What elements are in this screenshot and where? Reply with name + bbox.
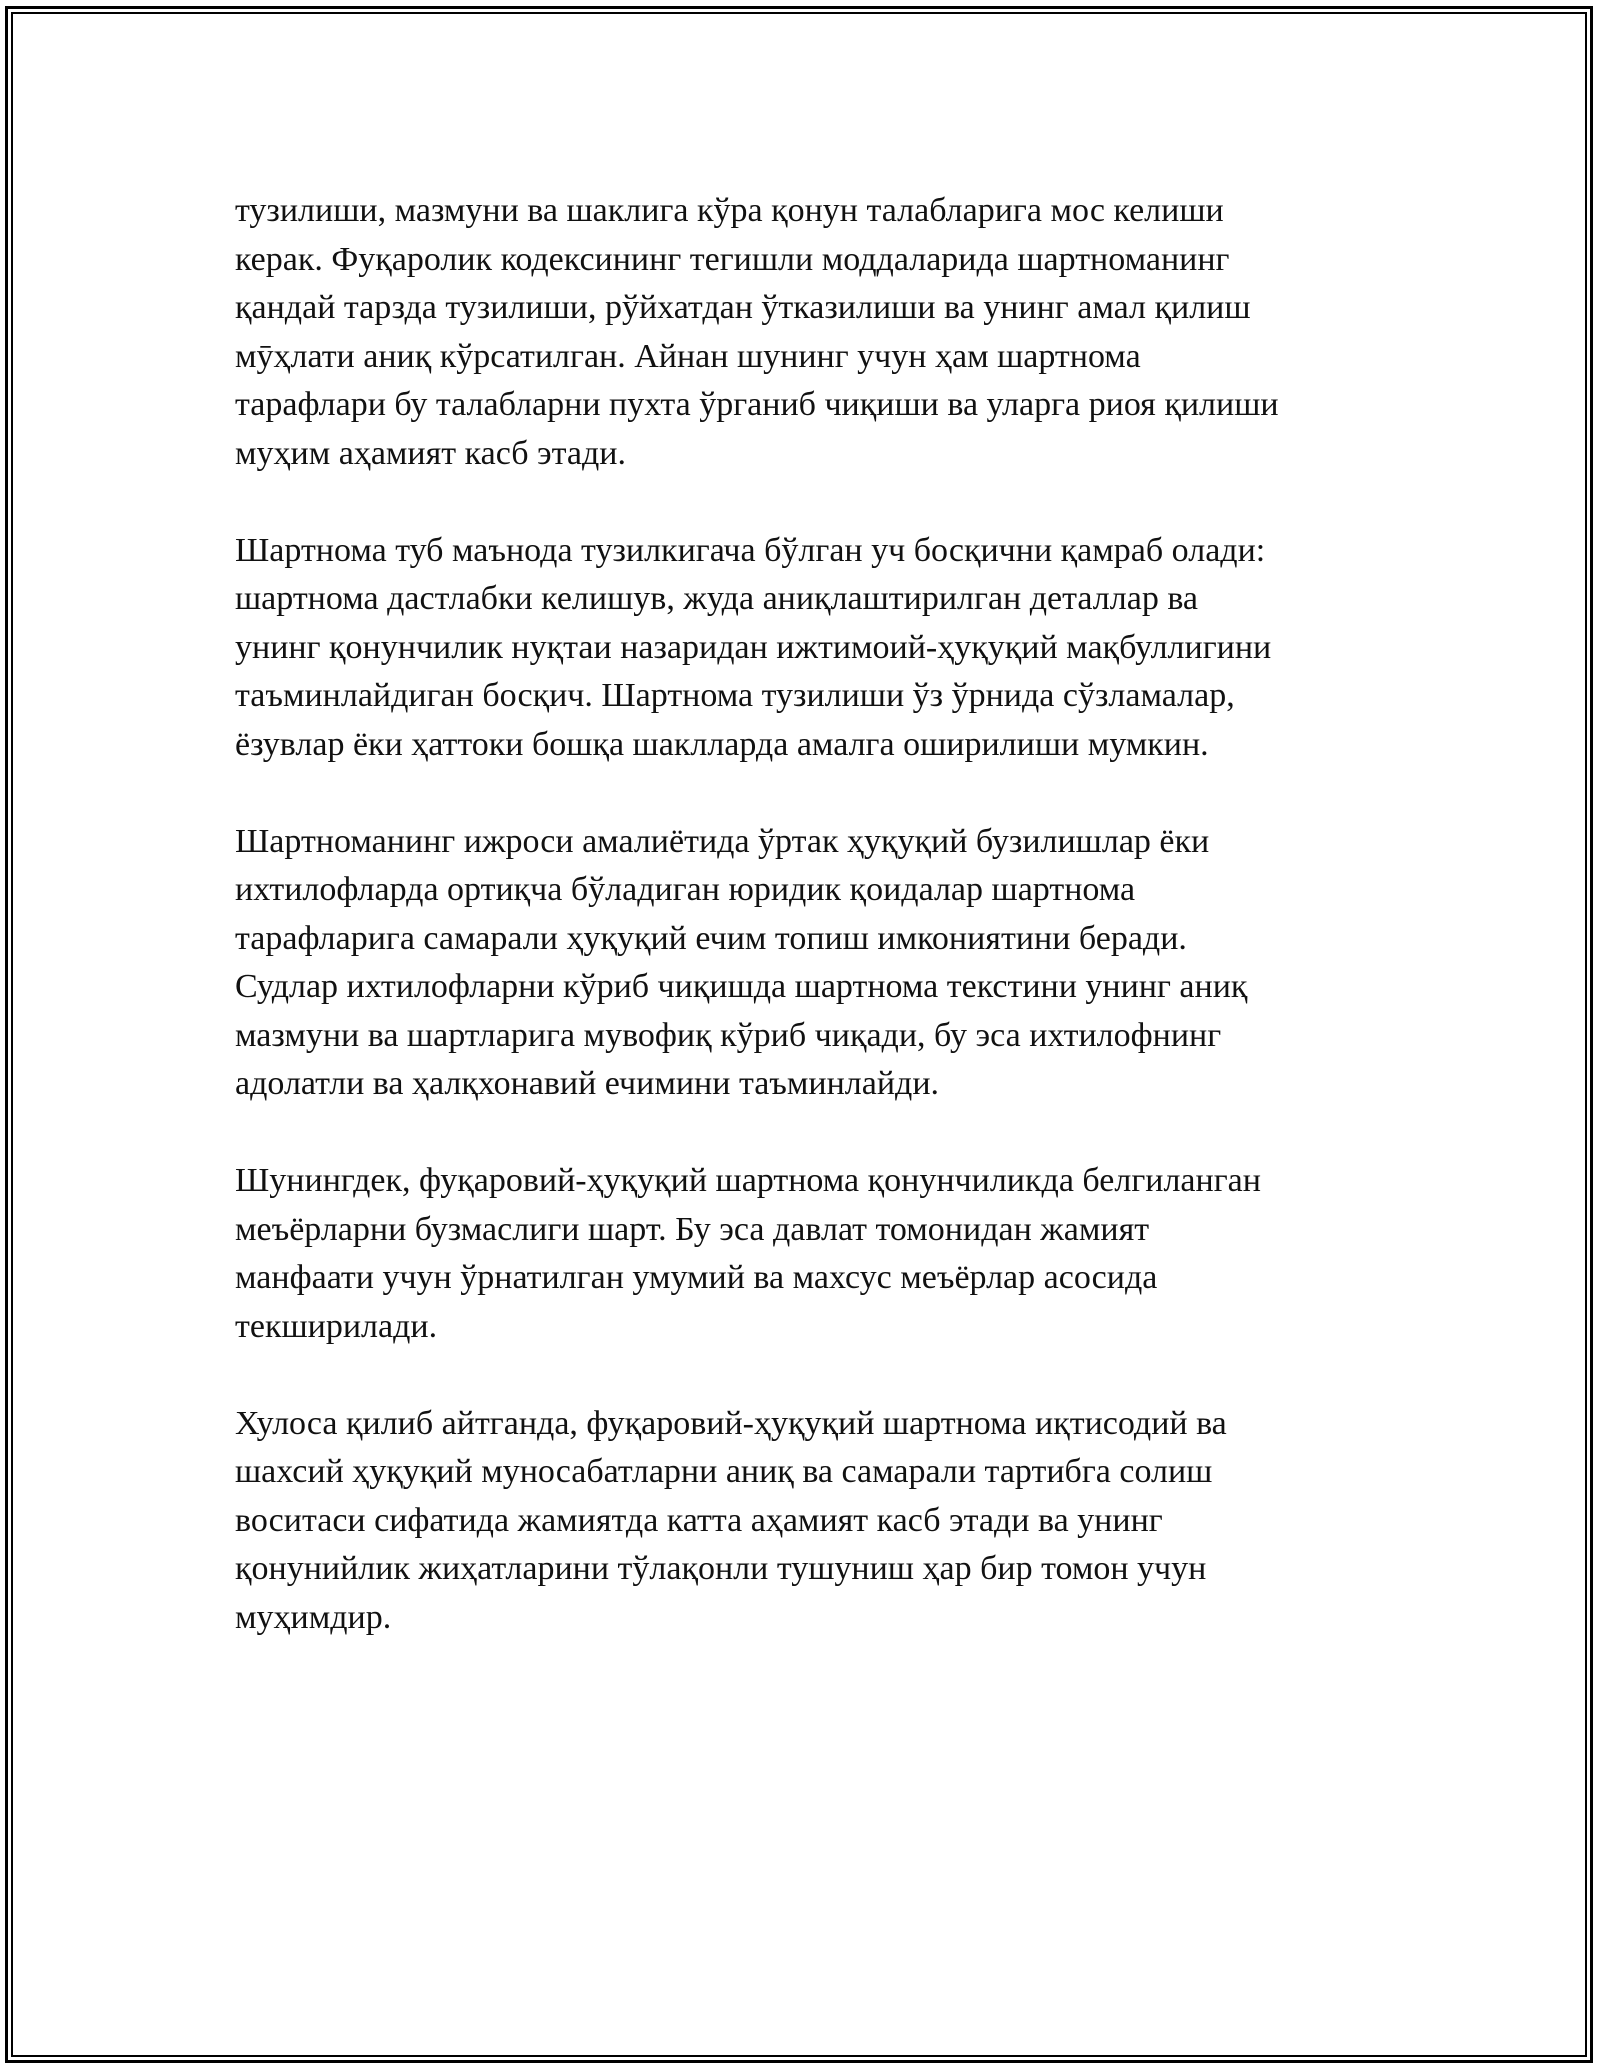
text-line: Шунингдек, фуқаровий-ҳуқуқий шартнома қонунчиликда белгиланган <box>235 1162 1261 1199</box>
text-line: шартнома дастлабки келишув, жуда аниқлаштирилган деталлар ва <box>235 580 1199 617</box>
text-line: Судлар ихтилофларни кўриб чиқишда шартнома текстини унинг аниқ <box>235 968 1248 1005</box>
paragraph-2 <box>235 527 1375 770</box>
text-line: адолатли ва ҳалқхонавий ечимини таъминлайди. <box>235 1065 940 1102</box>
text-line: шахсий ҳуқуқий муносабатларни аниқ ва самарали тартибга солиш <box>235 1453 1213 1490</box>
text-line: ёзувлар ёки ҳаттоки бошқа шаклларда амалга оширилиши мумкин. <box>235 725 1209 763</box>
paragraph-3 <box>235 818 1375 1109</box>
text-line: ихтилофларда ортиқча бўладиган юридик қоидалар шартнома <box>235 871 1136 908</box>
text-line: манфаати учун ўрнатилган умумий ва махсус меъёрлар асосида <box>235 1259 1158 1296</box>
paragraph-4 <box>235 1157 1375 1351</box>
text-line: мӯҳлати аниқ кўрсатилган. Айнан шунинг учун ҳам шартнома <box>235 337 1141 375</box>
text-line: тарафлари бу талабларни пухта ўрганиб чиқиши ва уларга риоя қилиши <box>235 386 1279 423</box>
text-line: қонунийлик жиҳатларини тўлақонли тушуниш ҳар бир томон учун <box>235 1550 1207 1587</box>
text-line: тарафларига самарали ҳуқуқий ечим топиш имкониятини беради. <box>235 919 1187 957</box>
text-line: меъёрларни бузмаслиги шарт. Бу эса давлат томонидан жамият <box>235 1210 1150 1248</box>
text-line: текширилади. <box>235 1307 438 1345</box>
paragraph-5 <box>235 1400 1375 1643</box>
text-line: Шартноманинг ижроси амалиётида ўртак ҳуқуқий бузилишлар ёки <box>235 822 1210 860</box>
text-line: унинг қонунчилик нуқтаи назаридан ижтимоий-ҳуқуқий мақбуллигини <box>235 628 1272 666</box>
text-line: таъминлайдиган босқич. Шартнома тузилиши ўз ўрнида сўзламалар, <box>235 677 1235 714</box>
text-line: Шартнома туб маънода тузилкигача бўлган уч босқични қамраб олади: <box>235 531 1266 569</box>
text-line: тузилиши, мазмуни ва шаклига кўра қонун талабларига мос келиши <box>235 192 1224 229</box>
paragraph-1 <box>235 187 1375 478</box>
text-line: керак. Фуқаролик кодексининг тегишли моддаларида шартноманинг <box>235 240 1230 278</box>
text-line: қандай тарзда тузилиши, рўйхатдан ўтказилиши ва унинг амал қилиш <box>235 289 1251 326</box>
text-line: мазмуни ва шартларига мувофиқ кўриб чиқади, бу эса ихтилофнинг <box>235 1016 1222 1054</box>
text-line: Хулоса қилиб айтганда, фуқаровий-ҳуқуқий шартнома иқтисодий ва <box>235 1404 1227 1442</box>
text-line: воситаси сифатида жамиятда катта аҳамият касб этади ва унинг <box>235 1501 1163 1539</box>
text-line: муҳим аҳамият касб этади. <box>235 434 626 472</box>
document-body <box>235 187 1375 1691</box>
text-line: муҳимдир. <box>235 1598 392 1636</box>
